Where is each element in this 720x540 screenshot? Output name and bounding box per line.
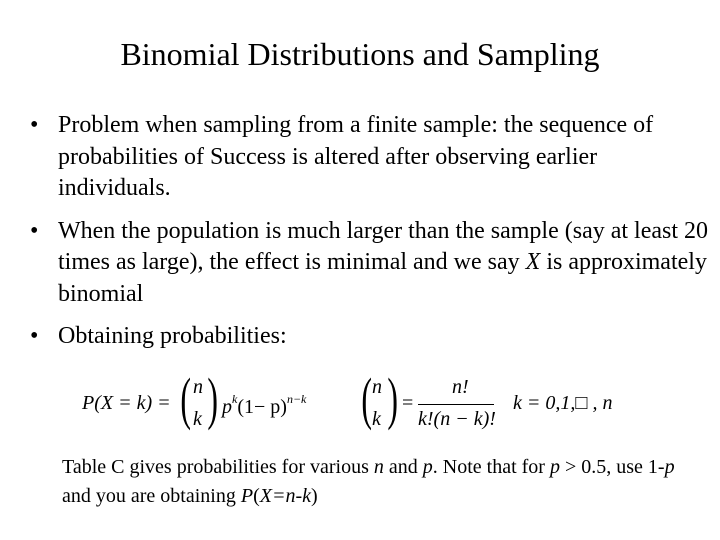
bullet-icon: • (30, 112, 39, 138)
fraction-bar (418, 404, 494, 405)
bullet-text: Problem when sampling from a finite sample: the sequence of probabilities of Success is altered after observing earlier individuals. (58, 112, 654, 201)
numerator: n! (452, 376, 469, 398)
binom-n: n (193, 376, 203, 398)
pmf-lhs: P(X = k) = (82, 392, 171, 414)
binom-n: n (372, 376, 382, 398)
left-paren: ( (361, 366, 372, 431)
note-text: Table C gives probabilities for various (62, 456, 374, 478)
exponent-k: k (232, 392, 238, 406)
exponent-n-minus-k: n−k (286, 392, 307, 406)
slide-title: Binomial Distributions and Sampling (120, 36, 600, 72)
equals: = (402, 392, 414, 414)
bullet-text: Obtaining probabilities: (58, 323, 287, 349)
variable-x: X (525, 249, 541, 275)
var: n (373, 456, 384, 478)
denominator: k!(n − k)! (418, 408, 496, 430)
note-text: and (383, 456, 423, 478)
binom-k: k (372, 408, 381, 430)
var: P (240, 485, 254, 507)
bullet-item (30, 216, 710, 311)
var: p (549, 456, 560, 478)
bullet-text: When the population is much larger than the sample (say at least 20 times as large), the effect is minimal and we say (58, 217, 709, 275)
var: p (664, 456, 675, 478)
var: p (422, 456, 433, 478)
one-minus-p: (1− p) (237, 396, 287, 418)
bullet-list (30, 110, 710, 364)
bullet-icon: • (30, 217, 39, 244)
k-range: k = 0,1,□ , n (513, 392, 613, 414)
bullet-text: is approximately binomial (58, 249, 707, 307)
right-paren: ) (387, 366, 398, 431)
p: p (222, 396, 232, 418)
var: X=n-k (259, 485, 311, 507)
left-paren: ( (180, 366, 191, 431)
note-text: > 0.5, use 1- (559, 456, 665, 478)
note-text: and you are obtaining (62, 485, 241, 507)
bullet-item (30, 321, 710, 353)
power-terms (222, 392, 306, 419)
bullet-icon: • (30, 323, 39, 349)
note-text: ) (310, 485, 318, 507)
bullet-item (30, 110, 710, 205)
table-c-note (62, 453, 682, 511)
note-text: ( (253, 485, 260, 507)
right-paren: ) (207, 366, 218, 431)
binom-k: k (193, 408, 202, 430)
note-text: . Note that for (432, 456, 550, 478)
